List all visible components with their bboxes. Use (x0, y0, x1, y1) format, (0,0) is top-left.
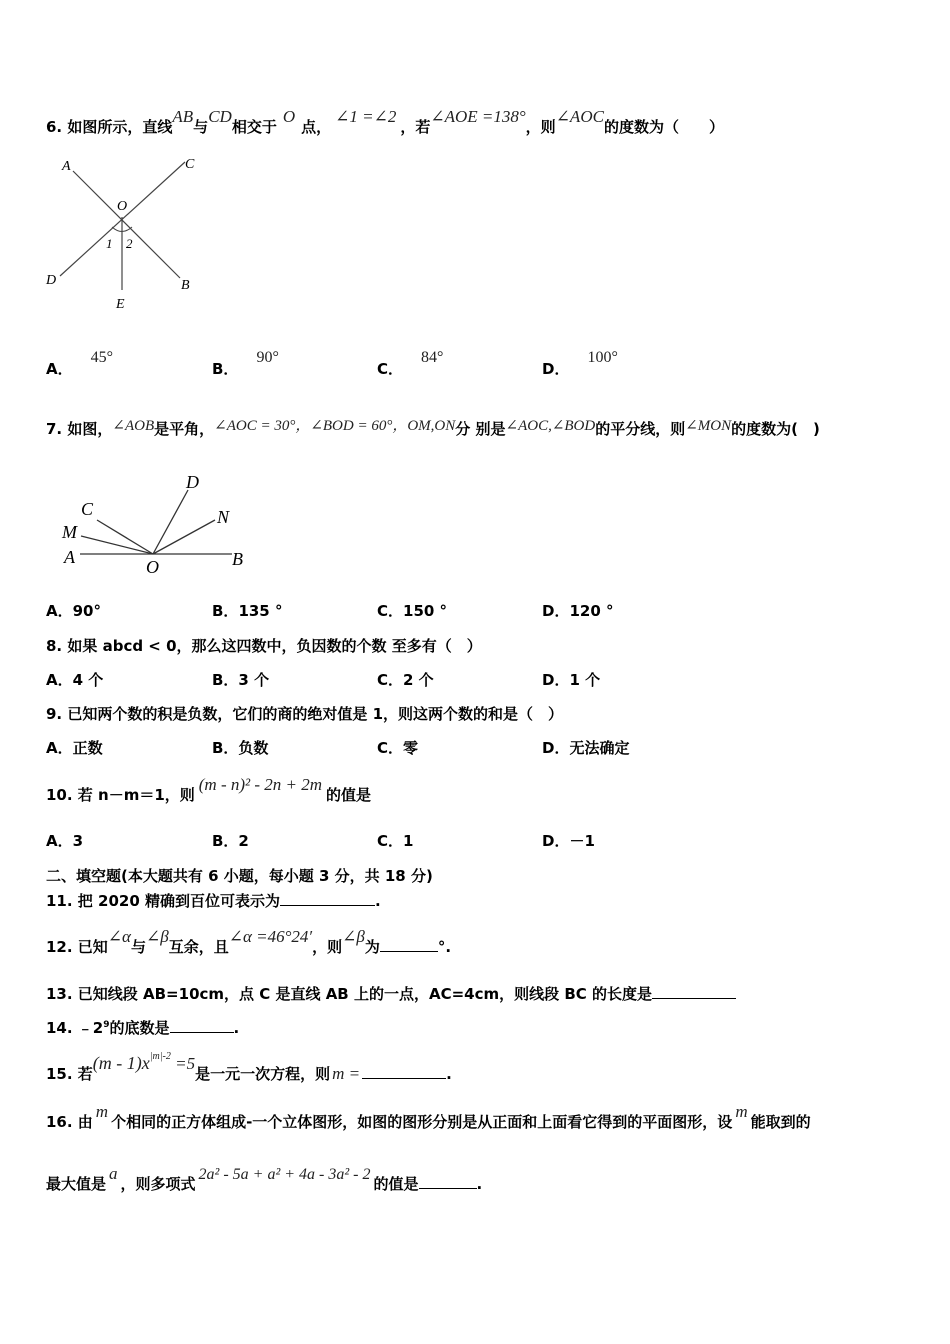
q11-answer-blank[interactable] (280, 891, 375, 906)
q16-math-m-2: m (735, 1102, 748, 1121)
q6-text-7: 的度数为（ ） (603, 118, 724, 136)
q7-label-c: C (81, 499, 94, 519)
q6-option-a-value: 45° (90, 349, 114, 366)
q6-option-c[interactable]: C．84° (377, 349, 444, 378)
q15-answer-blank[interactable] (362, 1064, 446, 1079)
q10-math-expression: (m - n)² - 2n + 2m (198, 775, 323, 794)
q7-number: 7. (46, 420, 63, 438)
q7-math-aoc-bod: ∠AOC,∠BOD (505, 418, 596, 434)
q9-option-a[interactable]: A．正数 (46, 739, 103, 757)
q6-math-aoe: ∠AOE =138° (430, 107, 526, 126)
q7-math-mon: ∠MON (685, 418, 732, 434)
q7-text-5: 的度数为( ) (731, 420, 820, 438)
q6-figure (40, 150, 210, 315)
q12-math-beta: ∠β (145, 927, 169, 946)
q13-answer-blank[interactable] (652, 984, 736, 999)
q6-math-angles: ∠1 =∠2 (335, 107, 397, 126)
q10-text-1: 10. 若 n－m＝1，则 (46, 786, 195, 804)
q6-label-o: O (117, 199, 128, 214)
q7-text-4: 的平分线，则 (595, 420, 686, 438)
q6-option-c-value: 84° (421, 349, 444, 366)
q14-stem: 14. $﹣2^9$的底数是 . (46, 1019, 240, 1037)
q15-math-rhs: =5 (170, 1054, 196, 1073)
q6-text-4: 点， (301, 118, 332, 136)
q14-answer-blank[interactable] (170, 1018, 234, 1033)
q9-stem: 9. 已知两个数的积是负数，它们的商的绝对值是 1，则这两个数的和是（ ） (46, 705, 564, 723)
q15-stem: 15. 若$(m - 1)x^{|m|-2} =5$是一元一次方程，则 m = . (46, 1051, 452, 1083)
q16-stem-line1: 16. 由m个相同的正方体组成-一个立体图形，如图的图形分别是从正面和上面看它得到的平面图形，设m能取到的 (46, 1102, 811, 1131)
q8-stem: 8. 如果 abcd < 0，那么这四数中，负因数的个数 至多有（ ） (46, 637, 482, 655)
q7-math-aob: ∠AOB (112, 418, 155, 434)
q15-math-lhs: (m - 1)x (92, 1053, 150, 1073)
q10-option-a[interactable]: A．3 (46, 832, 84, 850)
q10-option-c[interactable]: C．1 (377, 832, 414, 850)
q7-option-d[interactable]: D．120 ° (542, 602, 614, 620)
q7-label-a: A (64, 547, 75, 567)
q6-text-3: 相交于 (231, 118, 277, 136)
section-fill-in-title: 二、填空题(本大题共有 6 小题，每小题 3 分，共 18 分) (46, 867, 433, 885)
q7-option-c[interactable]: C．150 ° (377, 602, 448, 620)
q11-stem: 11. 把 2020 精确到百位可表示为 . (46, 892, 381, 910)
q6-line-ab (73, 171, 180, 278)
q12-math-alpha: ∠α (107, 927, 131, 946)
q6-label-e: E (116, 297, 125, 312)
q9-option-b[interactable]: B．负数 (212, 739, 269, 757)
q6-option-b-value: 90° (256, 349, 279, 366)
q7-text-1: 如图， (67, 420, 113, 438)
q7-math-angles: ∠AOC = 30°，∠BOD = 60°，OM,ON (214, 418, 456, 434)
q15-math-m: m = (332, 1064, 361, 1083)
q13-stem: 13. 已知线段 AB=10cm，点 C 是直线 AB 上的一点，AC=4cm，则线段 BC 的长度是 (46, 983, 736, 1004)
q12-answer-blank[interactable] (380, 937, 438, 952)
q10-stem (46, 775, 372, 805)
q6-text-2: 与 (193, 118, 209, 136)
q7-ray-oc (97, 520, 153, 554)
q7-text-2: 是平角， (154, 420, 215, 438)
q16-math-a: a (109, 1164, 118, 1183)
q6-math-ab: AB (172, 107, 194, 126)
q6-stem (46, 107, 724, 137)
q7-option-b[interactable]: B．135 ° (212, 602, 283, 620)
q10-text-2: 的值是 (326, 786, 372, 804)
q7-figure (55, 468, 265, 583)
q6-math-aoc: ∠AOC (555, 107, 604, 126)
q6-label-1: 1 (106, 236, 113, 251)
q7-stem (46, 418, 820, 439)
q12-stem: 12. 已知∠α与∠β互余，且∠α =46°24′，则∠β为 °. (46, 927, 452, 956)
q7-text-3: 分 别是 (455, 420, 506, 438)
q7-label-n: N (217, 507, 230, 527)
q7-label-o: O (146, 557, 159, 577)
q7-label-b: B (232, 549, 243, 569)
q7-option-a[interactable]: A．90° (46, 602, 101, 620)
q6-option-d-value: 100° (587, 349, 618, 366)
q6-option-d[interactable]: D．100° (542, 349, 618, 378)
q15-exponent: |m|-2 (149, 1051, 171, 1062)
q6-label-c: C (185, 157, 195, 172)
q6-math-cd: CD (208, 107, 232, 126)
q9-option-c[interactable]: C．零 (377, 739, 419, 757)
q12-math-alpha-value: ∠α =46°24′ (228, 927, 313, 946)
q6-math-o: O (282, 107, 296, 126)
q6-label-d: D (46, 273, 57, 288)
q6-text-5: ，若 (400, 118, 431, 136)
q8-option-b[interactable]: B．3 个 (212, 671, 270, 689)
q16-math-polynomial: 2a² - 5a + a² + 4a - 3a² - 2 (198, 1166, 371, 1183)
q14-exponent: 9 (103, 1020, 110, 1030)
q6-number: 6. (46, 118, 63, 136)
q6-option-a[interactable]: A．45° (46, 349, 114, 378)
q8-option-d[interactable]: D．1 个 (542, 671, 601, 689)
q8-option-a[interactable]: A．4 个 (46, 671, 104, 689)
q8-option-c[interactable]: C．2 个 (377, 671, 434, 689)
q10-option-d[interactable]: D．－1 (542, 832, 595, 850)
q12-math-beta-2: ∠β (342, 927, 365, 946)
q16-answer-blank[interactable] (419, 1174, 477, 1189)
q6-label-2: 2 (126, 236, 133, 251)
q6-label-b: B (181, 278, 190, 293)
q7-label-m: M (62, 522, 77, 542)
q10-option-b[interactable]: B．2 (212, 832, 249, 850)
q6-label-a: A (62, 159, 71, 174)
q6-text-6: ，则 (525, 118, 556, 136)
q16-stem-line2: 最大值是a，则多项式2a² - 5a + a² + 4a - 3a² - 2的值是 . (46, 1164, 483, 1193)
q7-label-d: D (186, 472, 199, 492)
q6-text-1: 如图所示，直线 (67, 118, 173, 136)
q7-ray-om (81, 536, 153, 554)
q6-option-b[interactable]: B．90° (212, 349, 279, 378)
q9-option-d[interactable]: D．无法确定 (542, 739, 630, 757)
q16-math-m: m (95, 1102, 109, 1121)
